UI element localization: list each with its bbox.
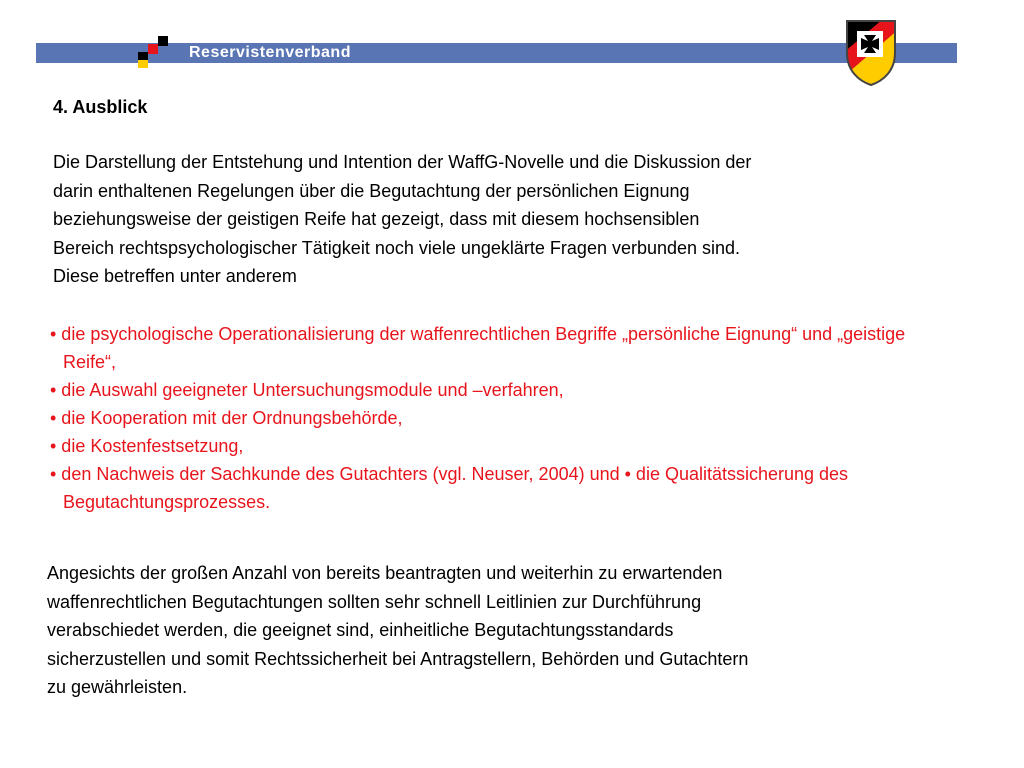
list-item: • die Kooperation mit der Ordnungsbehörde, [50,408,403,428]
intro-line: Bereich rechtspsychologischer Tätigkeit noch viele ungeklärte Fragen verbunden sind. [53,237,741,258]
conclusion-line: verabschiedet werden, die geeignet sind, einheitliche Begutachtungsstandards [47,620,674,640]
intro-line: Diese betreffen unter anderem [53,266,297,286]
header-bar [36,43,957,63]
conclusion-paragraph [47,559,937,702]
intro-paragraph [53,148,943,291]
section-heading: 4. Ausblick [53,97,148,117]
list-item: • den Nachweis der Sachkunde des Gutachters (vgl. Neuser, 2004) und • die Qualitätssicherung des Begutachtungsprozesses. [50,464,849,512]
conclusion-line: sicherzustellen und somit Rechtssicherheit bei Antragstellern, Behörden und Gutachtern [47,648,749,669]
list-item: • die psychologische Operationalisierung der waffenrechtlichen Begriffe „persönliche Eignung“ und „geistige Reife“, [50,324,906,372]
intro-line: darin enthaltenen Regelungen über die Begutachtung der persönlichen Eignung [53,180,690,201]
reservistenverband-logo-icon [134,34,174,70]
list-item: • die Auswahl geeigneter Untersuchungsmodule und –verfahren, [50,380,564,400]
iron-cross-crest-icon [843,19,899,87]
intro-line: Die Darstellung der Entstehung und Intention der WaffG-Novelle und die Diskussion der [53,152,752,172]
header-title: Reservistenverband [189,44,351,61]
conclusion-line: Angesichts der großen Anzahl von bereits beantragten und weiterhin zu erwartenden [47,563,723,583]
open-questions-list [50,320,920,516]
intro-line: beziehungsweise der geistigen Reife hat gezeigt, dass mit diesem hochsensiblen [53,209,700,229]
list-item: • die Kostenfestsetzung, [50,436,244,456]
conclusion-line: waffenrechtlichen Begutachtungen sollten sehr schnell Leitlinien zur Durchführung [47,591,702,612]
conclusion-line: zu gewährleisten. [47,677,188,697]
